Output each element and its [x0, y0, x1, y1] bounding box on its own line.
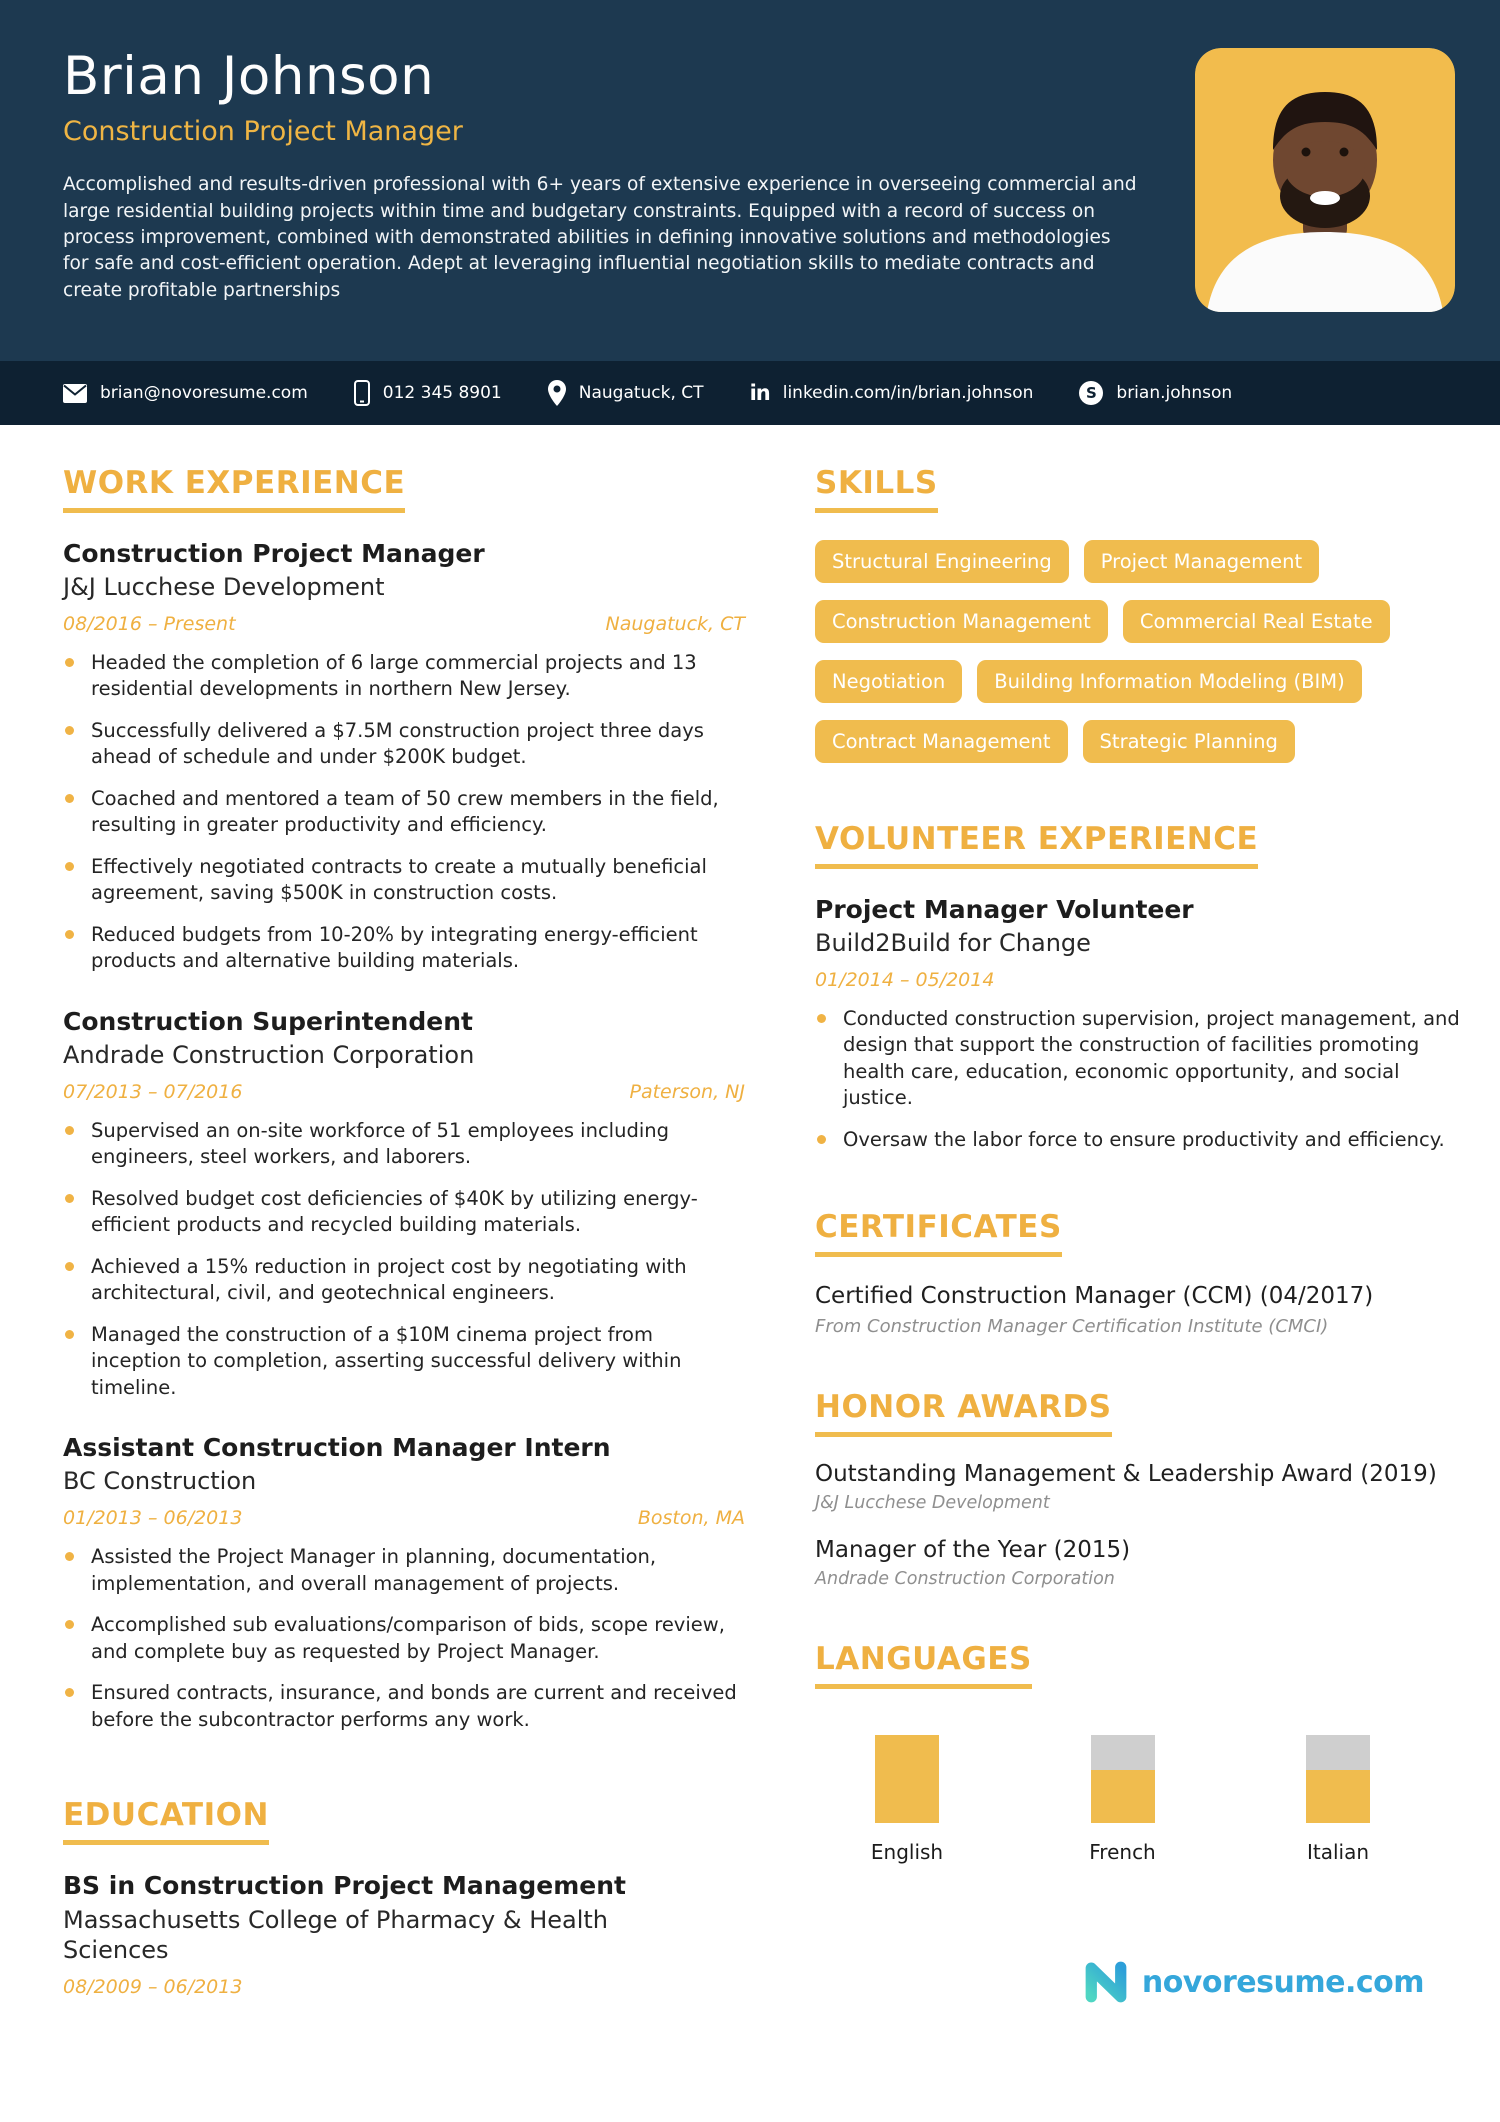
skill-tag: Contract Management [815, 720, 1068, 763]
section-languages [815, 1641, 1460, 1864]
volunteer-bullets [815, 1006, 1460, 1154]
section-work-experience [63, 465, 745, 1733]
contact-linkedin[interactable] [750, 381, 1034, 405]
person-job-title: Construction Project Manager [63, 116, 463, 148]
education-heading: EDUCATION [63, 1797, 269, 1845]
skills-tag-list [815, 540, 1460, 763]
profile-photo [1195, 48, 1455, 312]
skills-heading: SKILLS [815, 465, 938, 513]
language-name: French [1089, 1840, 1156, 1865]
volunteer-bullet: Conducted construction supervision, project management, and design that support the construction of facilities promoting health care, education, economic opportunity, and social justice. [815, 1006, 1460, 1112]
novoresume-brand-link[interactable] [815, 1956, 1460, 2008]
job-title: Construction Project Manager [63, 539, 485, 568]
skill-tag: Strategic Planning [1083, 720, 1295, 763]
job-date: 08/2016 – Present [63, 612, 236, 635]
left-column [63, 465, 745, 2008]
job-company: J&J Lucchese Development [63, 573, 385, 601]
skill-tag: Negotiation [815, 660, 962, 703]
contact-skype[interactable] [1079, 381, 1232, 405]
section-volunteer [815, 821, 1460, 1153]
main-content [0, 425, 1500, 2008]
language-level-bar [1306, 1735, 1370, 1823]
volunteer-date: 01/2014 – 05/2014 [815, 968, 995, 991]
job-company: BC Construction [63, 1467, 257, 1496]
volunteer-heading: VOLUNTEER EXPERIENCE [815, 821, 1258, 869]
skill-tag: Building Information Modeling (BIM) [977, 660, 1361, 703]
contact-email-text: brian@novoresume.com [100, 383, 308, 403]
language-item [1268, 1735, 1408, 1864]
contact-location-text: Naugatuck, CT [578, 383, 704, 403]
skill-tag: Construction Management [815, 600, 1108, 643]
job-company: Andrade Construction Corporation [63, 1040, 475, 1069]
education-degree: BS in Construction Project Management [63, 1871, 626, 1901]
section-honor-awards [815, 1389, 1460, 1589]
section-skills [815, 465, 1460, 763]
job-bullet: Effectively negotiated contracts to create a mutually beneficial agreement, saving $500K in construction costs. [63, 854, 745, 907]
job-entry [63, 1433, 745, 1733]
job-bullet: Accomplished sub evaluations/comparison of bids, scope review, and complete buy as requested by Project Manager. [63, 1612, 745, 1665]
certificates-heading: CERTIFICATES [815, 1209, 1062, 1257]
job-date: 07/2013 – 07/2016 [63, 1080, 243, 1103]
education-date: 08/2009 – 06/2013 [63, 1976, 243, 1999]
skype-icon: S [1079, 381, 1103, 405]
skill-tag: Structural Engineering [815, 540, 1069, 583]
language-level-bar [875, 1735, 939, 1823]
language-item [837, 1735, 977, 1864]
job-bullet: Headed the completion of 6 large commercial projects and 13 residential developments in northern New Jersey. [63, 650, 745, 703]
skill-tag: Commercial Real Estate [1123, 600, 1390, 643]
award-entry [815, 1537, 1460, 1589]
email-icon [63, 384, 87, 403]
job-location: Paterson, NJ [629, 1080, 745, 1103]
header [0, 0, 1500, 361]
honor-awards-heading: HONOR AWARDS [815, 1389, 1112, 1437]
job-title: Construction Superintendent [63, 1006, 473, 1036]
person-name: Brian Johnson [63, 46, 435, 107]
contact-phone[interactable] [354, 380, 502, 406]
job-bullets [63, 1118, 745, 1402]
education-school: Massachusetts College of Pharmacy & Health Sciences [63, 1906, 609, 1965]
award-org: J&J Lucchese Development [815, 1493, 1050, 1514]
volunteer-org: Build2Build for Change [815, 929, 1091, 957]
job-location: Boston, MA [637, 1507, 745, 1530]
language-bars [815, 1735, 1460, 1864]
award-name: Outstanding Management & Leadership Award (2019) [815, 1461, 1437, 1488]
job-bullet: Successfully delivered a $7.5M construction project three days ahead of schedule and under $200K budget. [63, 718, 745, 771]
job-bullet: Assisted the Project Manager in planning, documentation, implementation, and overall management of projects. [63, 1544, 745, 1597]
volunteer-bullet: Oversaw the labor force to ensure productivity and efficiency. [815, 1127, 1460, 1154]
job-date: 01/2013 – 06/2013 [63, 1507, 243, 1530]
award-name: Manager of the Year (2015) [815, 1537, 1131, 1564]
award-entry [815, 1461, 1460, 1513]
contact-email[interactable] [63, 383, 308, 403]
award-org: Andrade Construction Corporation [815, 1569, 1115, 1590]
profile-photo-illustration [1195, 48, 1455, 312]
contact-phone-text: 012 345 8901 [382, 383, 502, 403]
job-title: Assistant Construction Manager Intern [63, 1433, 611, 1463]
contact-skype-text: brian.johnson [1116, 383, 1233, 403]
work-experience-heading: WORK EXPERIENCE [63, 465, 405, 513]
novoresume-logo-icon [1080, 1956, 1132, 2008]
job-bullets [63, 1544, 745, 1733]
language-name: Italian [1306, 1840, 1370, 1865]
novoresume-brand-text: novoresume.com [1141, 1964, 1424, 2000]
job-bullet: Reduced budgets from 10-20% by integrating energy-efficient products and alternative building materials. [63, 922, 745, 975]
language-item [1053, 1735, 1193, 1864]
languages-heading: LANGUAGES [815, 1641, 1032, 1689]
language-level-bar [1091, 1735, 1155, 1823]
volunteer-role: Project Manager Volunteer [815, 895, 1194, 924]
contact-location[interactable] [548, 380, 704, 406]
contact-bar [0, 361, 1500, 425]
certificate-name: Certified Construction Manager (CCM) (04/2017) [815, 1283, 1374, 1310]
job-bullet: Ensured contracts, insurance, and bonds are current and received before the subcontractor performs any work. [63, 1680, 745, 1733]
skill-tag: Project Management [1084, 540, 1319, 583]
job-bullet: Managed the construction of a $10M cinema project from inception to completion, asserting successful delivery within timeline. [63, 1322, 745, 1402]
volunteer-entry [815, 895, 1460, 1153]
phone-icon [354, 380, 370, 406]
linkedin-icon: in [749, 381, 770, 405]
language-name: English [870, 1840, 944, 1865]
job-entry [63, 1007, 745, 1401]
job-location: Naugatuck, CT [605, 612, 745, 635]
location-pin-icon [548, 380, 566, 406]
job-bullet: Resolved budget cost deficiencies of $40K by utilizing energy-efficient products and recycled building materials. [63, 1186, 745, 1239]
job-entry [63, 539, 745, 975]
job-bullets [63, 650, 745, 975]
job-bullet: Coached and mentored a team of 50 crew members in the field, resulting in greater productivity and efficiency. [63, 786, 745, 839]
job-bullet: Supervised an on-site workforce of 51 employees including engineers, steel workers, and laborers. [63, 1118, 745, 1171]
right-column [815, 465, 1460, 2008]
contact-linkedin-text: linkedin.com/in/brian.johnson [782, 383, 1034, 403]
summary-text: Accomplished and results-driven professional with 6+ years of extensive experience in overseeing commercial and large residential building projects within time and budgetary constraints. Equipped with a record of success on process improvement, combined with demonstrated abilities in defining innovative solutions and methodologies for safe and cost-efficient operation. Adept at leveraging influential negotiation skills to mediate contracts and create profitable partnerships [63, 174, 1137, 301]
job-bullet: Achieved a 15% reduction in project cost by negotiating with architectural, civil, and geotechnical engineers. [63, 1254, 745, 1307]
section-certificates [815, 1209, 1460, 1337]
certificate-issuer: From Construction Manager Certification Institute (CMCI) [815, 1316, 1329, 1338]
section-education [63, 1797, 745, 1998]
